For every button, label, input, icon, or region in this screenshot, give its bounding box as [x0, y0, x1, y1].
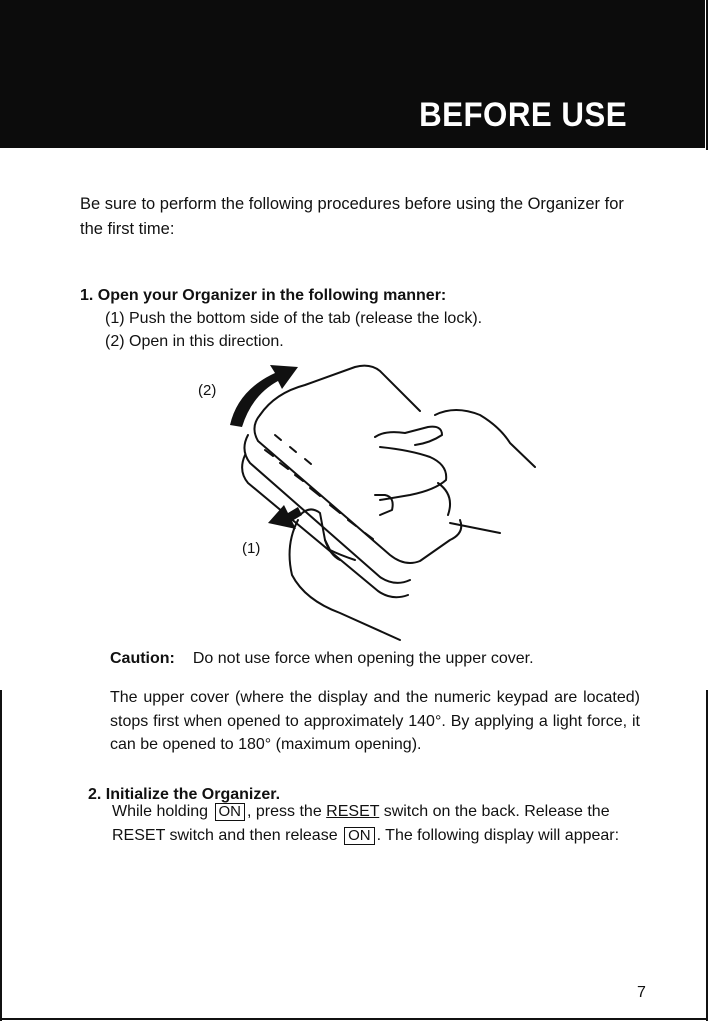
step1-heading: 1. Open your Organizer in the following manner: [80, 287, 447, 304]
caution-note [110, 648, 534, 670]
open-direction-arrow-icon [230, 365, 298, 427]
step2-text: While holding [112, 803, 209, 820]
intro-paragraph: Be sure to perform the following procedures before using the Organizer for the first time: [80, 195, 624, 238]
border-line [0, 1018, 708, 1020]
reset-label: RESET [326, 803, 380, 820]
step1-sub1: (1) Push the bottom side of the tab (release the lock). [105, 310, 483, 327]
caution-text: Do not use force when opening the upper cover. [192, 650, 534, 667]
border-line [706, 690, 708, 1021]
on-key: ON [344, 827, 375, 845]
border-line [0, 690, 2, 1021]
step2-text: , press the [247, 803, 322, 820]
on-key: ON [215, 803, 246, 821]
caution-label: Caution: [110, 650, 175, 667]
step2-text: switch on the back. Release the RESET switch and then release [112, 803, 610, 844]
step2-body [112, 800, 642, 848]
page-number: 7 [637, 984, 646, 1001]
figure-label-1: (1) [242, 540, 261, 557]
step1-sub2: (2) Open in this direction. [105, 333, 284, 350]
page-title: BEFORE USE [419, 96, 627, 134]
step2-heading: 2. Initialize the Organizer. [88, 786, 281, 803]
organizer-opening-illustration [180, 355, 550, 645]
figure-label-2: (2) [198, 382, 217, 399]
header-banner [0, 0, 705, 148]
step2-text: . The following display will appear: [376, 827, 620, 844]
cover-paragraph: The upper cover (where the display and the numeric keypad are located) stops first when opened to approximately 140°. By applying a light force, it can be opened to 180° (maximum opening). [110, 689, 640, 753]
border-line [706, 0, 708, 150]
push-tab-arrow-icon [268, 505, 302, 529]
